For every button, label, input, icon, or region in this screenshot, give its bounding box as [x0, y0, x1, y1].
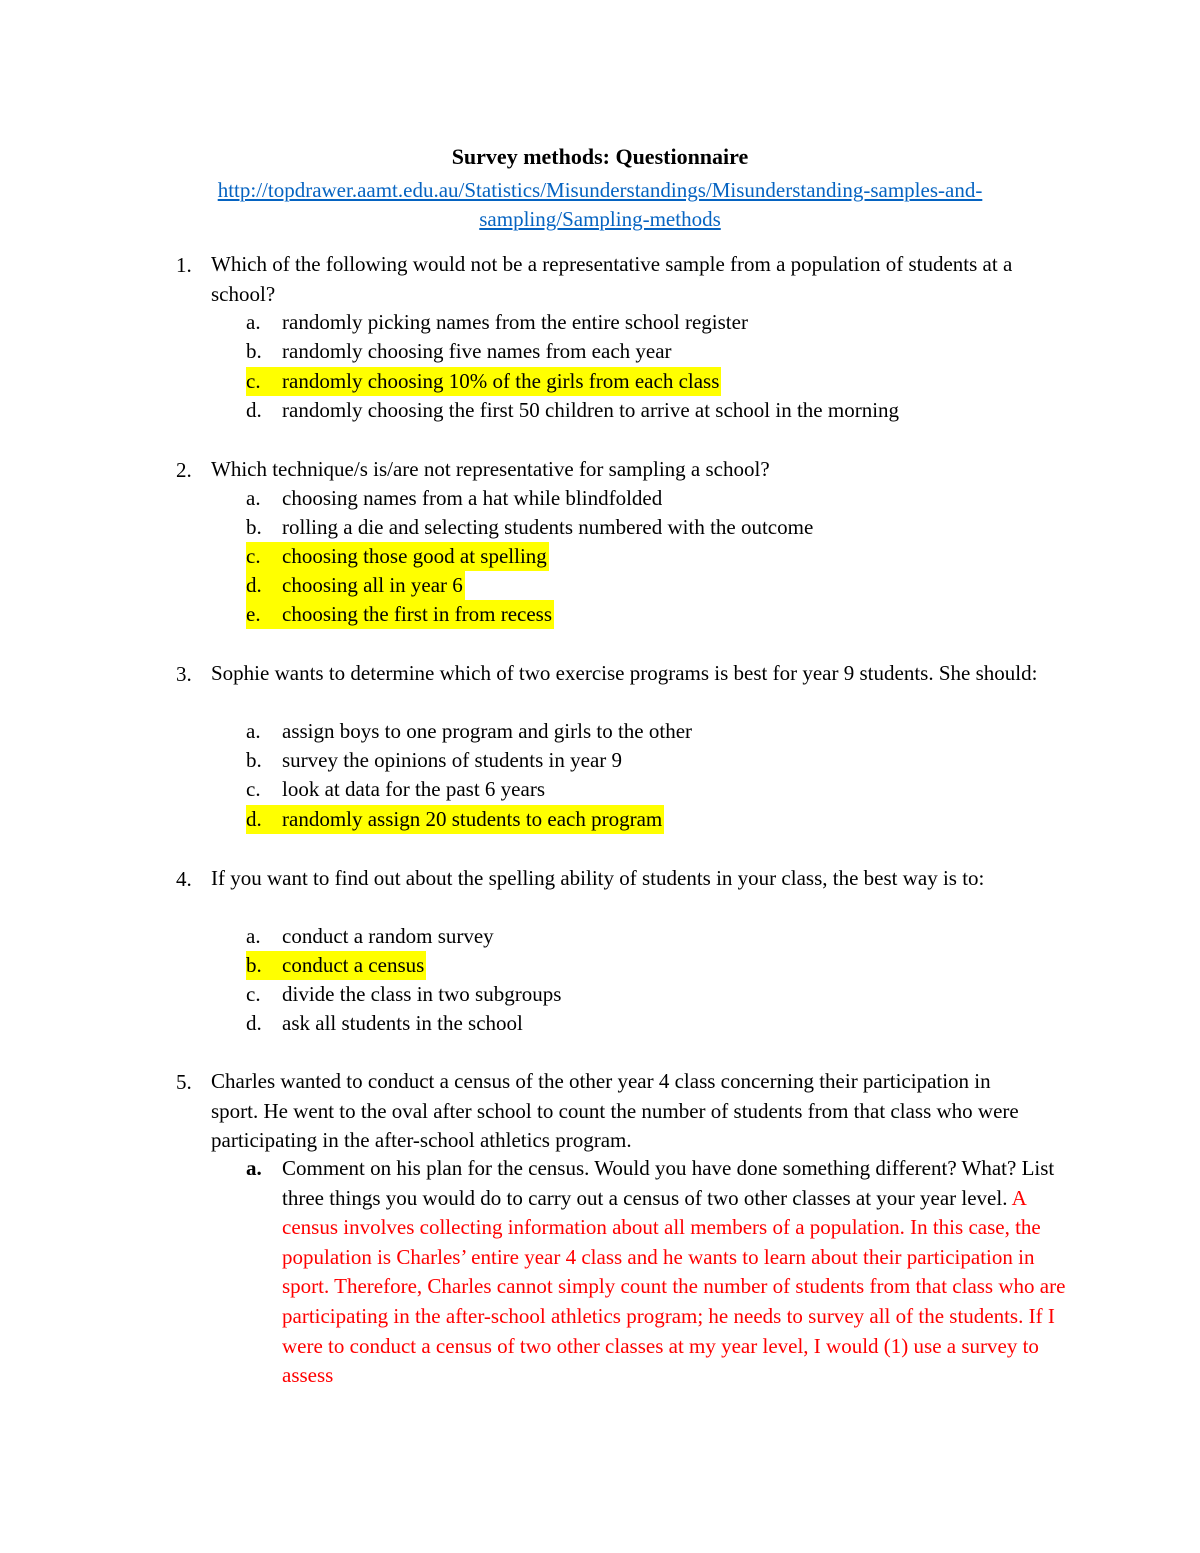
- question-3-option-c: c. look at data for the past 6 years: [246, 777, 545, 801]
- question-3-text: Sophie wants to determine which of two exercise programs is best for year 9 students. She should:: [211, 661, 1038, 685]
- question-4-option-b-highlighted: b. conduct a census: [246, 951, 426, 980]
- question-1-option-a: a. randomly picking names from the entire school register: [246, 310, 748, 334]
- question-4-option-d: d. ask all students in the school: [246, 1011, 523, 1035]
- question-2-option-c-highlighted: c. choosing those good at spelling: [246, 542, 549, 571]
- question-5-part-a-prompt: Comment on his plan for the census. Would you have done something different? What? List three things you would do to carry out a census of two other classes at your year level.: [282, 1156, 1055, 1210]
- question-5-part-a-answer: A census involves collecting information about all members of a population. In this case, the population is Charles’ entire year 4 class and he wants to learn about their participation in sport. Therefore, Charles cannot simply count the number of students from that class who are participating in the after-school athletics program; he needs to survey all of the students. If I were to conduct a census of two other classes at my year level, I would (1) use a survey to assess: [282, 1185, 1066, 1388]
- source-link-line-1[interactable]: http://topdrawer.aamt.edu.au/Statistics/Misunderstandings/Misunderstanding-samples-and-: [217, 178, 983, 202]
- question-1-option-b: b. randomly choosing five names from each year: [246, 339, 672, 363]
- question-4-number: 4.: [176, 867, 192, 891]
- question-3-number: 3.: [176, 662, 192, 686]
- question-4-text: If you want to find out about the spelling ability of students in your class, the best way is to:: [211, 866, 985, 890]
- question-1-number: 1.: [176, 253, 192, 277]
- question-5-part-a: [246, 1154, 1066, 1391]
- question-1-option-d: d. randomly choosing the first 50 children to arrive at school in the morning: [246, 398, 900, 422]
- question-5-number: 5.: [176, 1070, 192, 1094]
- question-2-option-e-highlighted: e. choosing the first in from recess: [246, 600, 554, 629]
- question-5-part-a-letter: a.: [246, 1156, 262, 1180]
- question-2-number: 2.: [176, 458, 192, 482]
- question-4-option-c: c. divide the class in two subgroups: [246, 982, 562, 1006]
- question-3-option-b: b. survey the opinions of students in year 9: [246, 748, 623, 772]
- question-1-text: Which of the following would not be a representative sample from a population of students at a school?: [211, 252, 1013, 306]
- page-title: Survey methods: Questionnaire: [451, 144, 749, 169]
- question-5-text: Charles wanted to conduct a census of the other year 4 class concerning their participation in sport. He went to the oval after school to count the number of students from that class who were participating in the after-school athletics program.: [211, 1069, 1019, 1152]
- question-2-option-a: a. choosing names from a hat while blindfolded: [246, 486, 663, 510]
- question-1-option-c-highlighted: c. randomly choosing 10% of the girls from each class: [246, 367, 721, 396]
- question-3-option-d-highlighted: d. randomly assign 20 students to each program: [246, 805, 664, 834]
- question-2-text: Which technique/s is/are not representative for sampling a school?: [211, 457, 770, 481]
- question-2-option-d-highlighted: d. choosing all in year 6: [246, 571, 465, 600]
- source-link-line-2[interactable]: sampling/Sampling-methods: [479, 207, 721, 231]
- question-2-option-b: b. rolling a die and selecting students numbered with the outcome: [246, 515, 814, 539]
- question-4-option-a: a. conduct a random survey: [246, 924, 494, 948]
- question-3-option-a: a. assign boys to one program and girls to the other: [246, 719, 693, 743]
